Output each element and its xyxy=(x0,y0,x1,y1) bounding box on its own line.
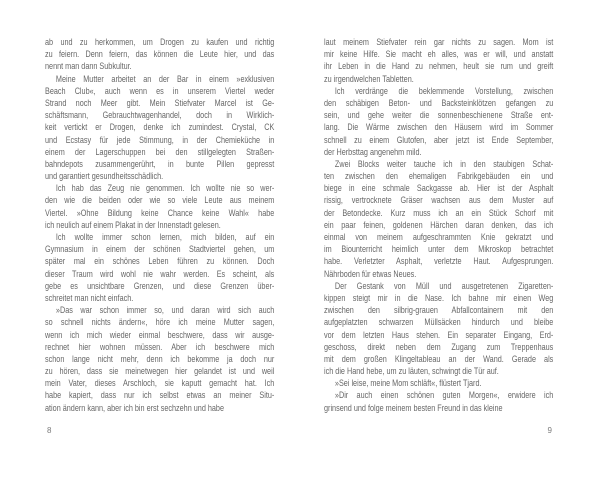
text-line: nennt man dann Subkultur. xyxy=(45,61,132,72)
text-line: zu irgendwelchen Tabletten. xyxy=(324,73,414,84)
text-line: Der Gestank von Müll und ausgetretenen Zigaretten- xyxy=(334,280,554,291)
text-line: habe. Verletzter Asphalt, verletzte Haut. Aufgesprungen. xyxy=(324,256,554,267)
text-line: grinsend und folge meinem besten Freund in das kleine xyxy=(324,402,503,413)
text-line: zwischen den silbrig-grauen Abfallcontainern mit den xyxy=(324,305,554,316)
text-line: Ich wollte immer schon lernen, mich bilden, auf ein xyxy=(55,232,275,242)
text-line: Meine Mutter arbeitet an der Bar in einem »exklusiven xyxy=(55,73,275,84)
text-line: bahndepots zusammengerührt, in bunte Pillen gepresst xyxy=(45,158,275,169)
text-line: Viertel. »Ohne Bildung keine Chance keine Wahl« habe xyxy=(45,207,275,218)
text-line: rissig, vertrocknete Gräser wachsen aus dem Muster auf xyxy=(324,195,554,206)
text-line: im Biounterricht heimlich unter dem Mikroskop betrachtet xyxy=(324,244,554,255)
page-right xyxy=(324,36,554,435)
text-line: zu feiern. Denn feiern, das können die Leute hier, und das xyxy=(45,49,275,60)
text-line: ein paar feinen, goldenen Härchen daran denken, das ich xyxy=(324,219,554,230)
text-line: ation ändern kann, aber ich bin erst sechzehn und habe xyxy=(45,402,225,413)
text-line: aufgeplatzten schwarzen Müllsäcken hindurch und bleibe xyxy=(324,317,554,328)
text-line: »Dir auch einen schönen guten Morgen«, erwidere ich xyxy=(334,390,554,401)
page-number-right: 9 xyxy=(547,426,552,435)
text-line: und garantiert gesundheitsschädlich. xyxy=(45,171,164,182)
text-line: Ich verdränge die beklemmende Vorstellung, zwischen xyxy=(334,85,554,96)
text-line: mir keine Hilfe. Sie macht eh alles, was er will, und anstatt xyxy=(324,49,554,60)
text-line: schon lange nicht mehr, denn ich bekomme ja doch nur xyxy=(45,353,275,364)
text-line: keit vertickt er Drogen, denke ich zumindest. Crystal, CK xyxy=(45,122,275,133)
text-line: sein, und gehe weiter die sonnenbeschienene Straße ent- xyxy=(324,110,554,121)
text-line: der Betondecke. Kurz muss ich an ein Stück Schorf mit xyxy=(324,207,554,218)
text-line: schnell zu einem Glutofen, aber jetzt ist Ende September, xyxy=(324,134,554,145)
text-line: und Ecstasy für jede Stimmung, in der Chemieküche in xyxy=(45,134,275,145)
text-line: den wie die beiden oder wie so viele Leute aus meinem xyxy=(45,195,275,206)
text-line: später mal ein schönes Leben führen zu können. Doch xyxy=(45,256,275,267)
text-line: gebe es unsichtbare Grenzen, und diese Grenzen über- xyxy=(45,280,275,291)
page-number-left: 8 xyxy=(47,426,52,435)
text-line: Ich hab das Zeug nie genommen. Ich wollte nie so wer- xyxy=(55,183,275,194)
text-line: ten zwischen den ehemaligen Fabrikgebäuden ein und xyxy=(324,171,554,182)
text-line: Nährboden für etwas Neues. xyxy=(324,268,417,279)
text-line: ihr Leben in die Hand zu nehmen, heult sie rum und greift xyxy=(324,61,554,72)
page-left xyxy=(45,36,276,435)
text-line: Gymnasium in einem der schönen Stadtviertel gehen, um xyxy=(45,244,275,255)
text-line: biege in eine schmale Sackgasse ab. Hier ist der Asphalt xyxy=(324,183,554,194)
text-line: dieser Traum wird wohl nie wahr werden. Es scheint, als xyxy=(45,268,275,279)
text-line: den schäbigen Beton- und Backsteinklötzen gefangen zu xyxy=(324,97,554,108)
text-line: vor dem letzten Haus stehen. Ein separater Eingang, Erd- xyxy=(324,329,554,340)
text-line: zu hören, dass sie meinetwegen hier gelandet ist und weil xyxy=(45,366,275,377)
text-line: »Das war schon immer so, und daran wird sich auch xyxy=(55,305,275,316)
text-line: kippen steigt mir in die Nase. Ich bahne mir einen Weg xyxy=(324,292,554,303)
text-line: einmal von meinem aufgeschrammten Knie gekratzt und xyxy=(324,232,554,242)
text-line: ich neulich auf einem Plakat in der Innenstadt gelesen. xyxy=(45,219,221,230)
text-line: mit dem großen Klingeltableau an der Wand. Gerade als xyxy=(324,353,554,364)
text-line: wenn ich mich wieder einmal beschwere, dass wir ausge- xyxy=(45,329,275,340)
text-line: geschoss, direkt neben dem Zugang zum Treppenhaus xyxy=(324,341,554,352)
text-line: der Herbsttag angenehm mild. xyxy=(324,146,422,157)
text-line: habe kapiert, dass nur ich selbst etwas an meiner Situ- xyxy=(45,390,275,401)
text-line: »Sei leise, meine Mom schläft«, flüstert Tjard. xyxy=(334,378,482,389)
text-line: Zwei Blocks weiter tauche ich in den staubigen Schat- xyxy=(334,158,554,169)
text-line: schreitet man nicht einfach. xyxy=(45,292,134,303)
text-line: Beach Club«, auch wenn es in unserem Viertel weder xyxy=(45,85,275,96)
text-line: schäftsmann, Gebrauchtwagenhandel, doch in Wirklich- xyxy=(45,110,275,121)
text-line: mein Vater, dieses Arschloch, sie kaputt gemacht hat. Ich xyxy=(45,378,275,389)
text-line: so schnell nichts ändern«, höre ich meine Mutter sagen, xyxy=(45,317,275,328)
text-line: einem der Lagerschuppen bei den stillgelegten Straßen- xyxy=(45,146,275,157)
text-line: ich die Hand hebe, um zu läuten, schwingt die Tür auf. xyxy=(324,366,499,377)
text-line: laut meinem Stiefvater rein gar nichts zu sagen. Mom ist xyxy=(324,37,554,47)
page-text-right xyxy=(324,36,555,414)
text-line: rechnet hier wohnen müssen. Aber ich beschwere mich xyxy=(45,341,275,352)
page-text-left xyxy=(45,36,276,414)
text-line: Strand noch Meer gibt. Mein Stiefvater Marcel ist Ge- xyxy=(45,97,275,108)
text-line: lang. Die Wärme zwischen den Häusern wird im Sommer xyxy=(324,122,554,133)
text-line: ab und zu herkommen, um Drogen zu kaufen und richtig xyxy=(45,37,275,47)
